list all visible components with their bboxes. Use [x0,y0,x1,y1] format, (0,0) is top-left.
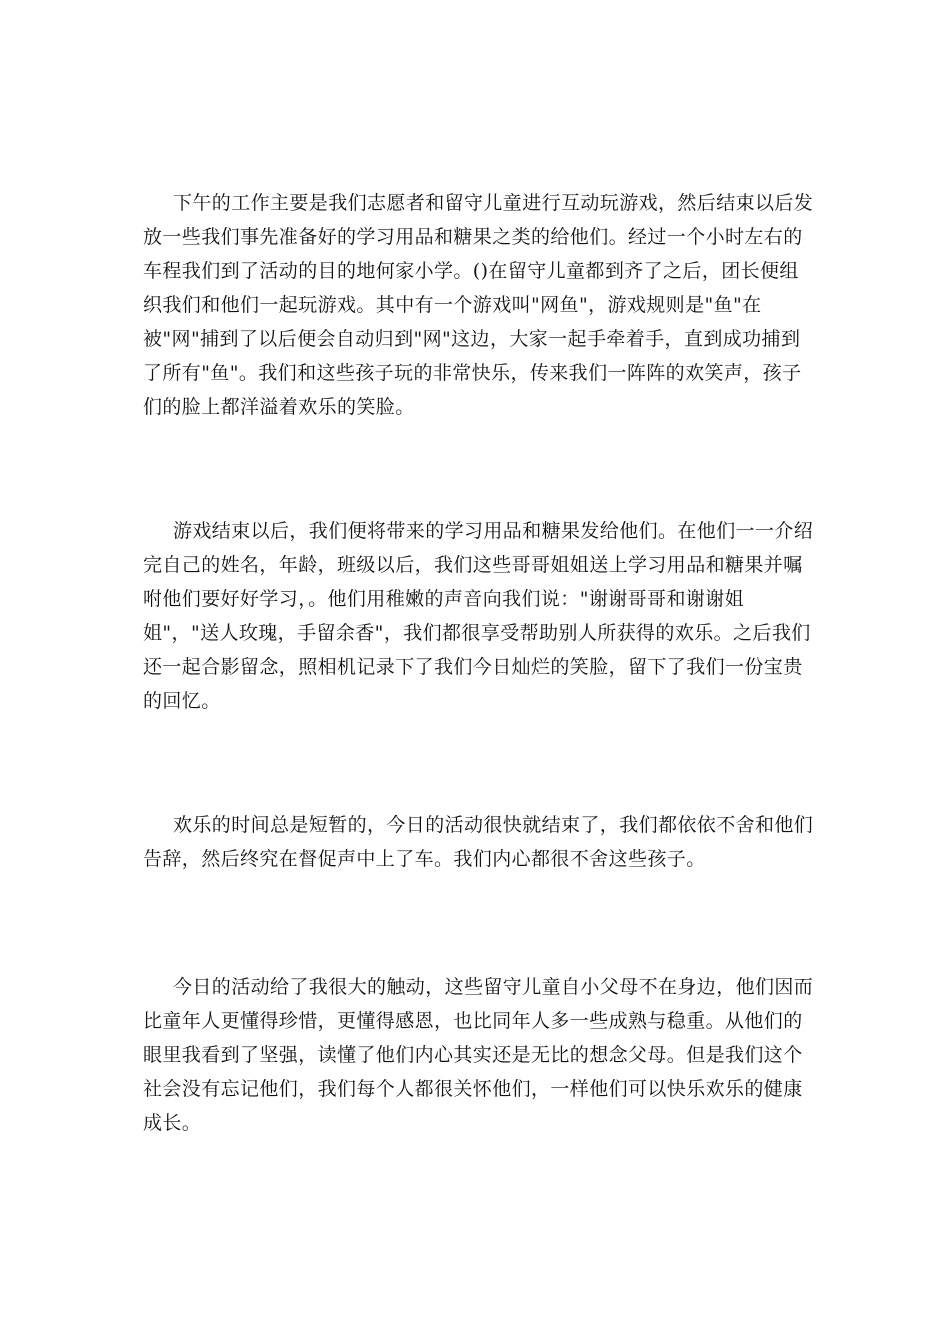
paragraph-line: 咐他们要好好学习，。他们用稚嫩的声音向我们说："谢谢哥哥和谢谢姐 [143,588,745,610]
paragraph-line: 的回忆。 [143,690,221,712]
paragraph-line: 告辞，然后终究在督促声中上了车。我们内心都很不舍这些孩子。 [143,848,706,870]
paragraph-3 [143,808,814,876]
paragraph-line: 织我们和他们一起玩游戏。其中有一个游戏叫"网鱼"，游戏规则是"鱼"在 [143,294,762,316]
paragraph-line: 游戏结束以后，我们便将带来的学习用品和糖果发给他们。在他们一一介绍 [173,520,814,542]
paragraph-line: 放一些我们事先准备好的学习用品和糖果之类的给他们。经过一个小时左右的 [143,226,803,248]
paragraph-line: 车程我们到了活动的目的地何家小学。()在留守儿童都到齐了之后，团长便组 [143,260,799,282]
paragraph-1 [143,186,814,424]
paragraph-line: 了所有"鱼"。我们和这些孩子玩的非常快乐，传来我们一阵阵的欢笑声，孩子 [143,362,802,384]
paragraph-line: 完自己的姓名，年龄，班级以后，我们这些哥哥姐姐送上学习用品和糖果并嘱 [143,554,803,576]
paragraph-line: 欢乐的时间总是短暂的，今日的活动很快就结束了，我们都依依不舍和他们 [173,814,814,836]
paragraph-4 [143,970,814,1140]
paragraph-line: 被"网"捕到了以后便会自动归到"网"这边，大家一起手牵着手，直到成功捕到 [143,328,801,350]
paragraph-line: 社会没有忘记他们，我们每个人都很关怀他们，一样他们可以快乐欢乐的健康 [143,1078,803,1100]
paragraph-line: 姐"，"送人玫瑰，手留余香"，我们都很享受帮助别人所获得的欢乐。之后我们 [143,622,811,644]
paragraph-2 [143,514,814,718]
paragraph-line: 们的脸上都洋溢着欢乐的笑脸。 [143,396,415,418]
paragraph-line: 成长。 [143,1112,202,1134]
paragraph-line: 眼里我看到了坚强，读懂了他们内心其实还是无比的想念父母。但是我们这个 [143,1044,803,1066]
paragraph-line: 今日的活动给了我很大的触动，这些留守儿童自小父母不在身边，他们因而 [173,976,814,998]
paragraph-line: 下午的工作主要是我们志愿者和留守儿童进行互动玩游戏，然后结束以后发 [173,192,814,214]
paragraph-line: 还一起合影留念，照相机记录下了我们今日灿烂的笑脸，留下了我们一份宝贵 [143,656,803,678]
paragraph-line: 比童年人更懂得珍惜，更懂得感恩，也比同年人多一些成熟与稳重。从他们的 [143,1010,803,1032]
